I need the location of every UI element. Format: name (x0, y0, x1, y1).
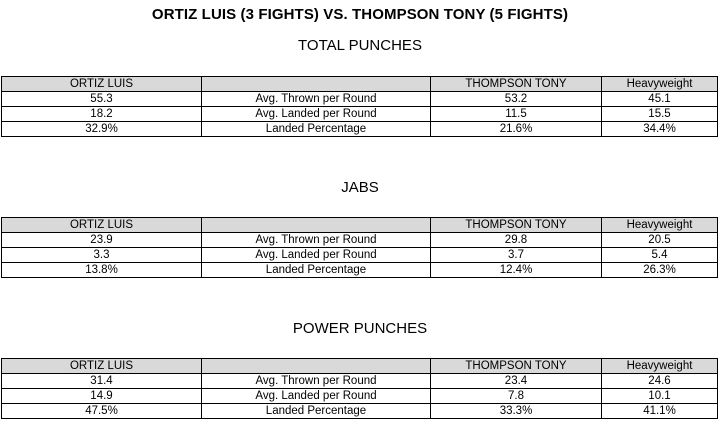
header-stat (202, 359, 431, 374)
fighter-a-value: 14.9 (2, 389, 202, 404)
table-header-row (2, 359, 718, 374)
fighter-a-value: 31.4 (2, 374, 202, 389)
fighter-a-value: 47.5% (2, 404, 202, 419)
section-title-power-punches: POWER PUNCHES (292, 320, 428, 337)
fighter-b-value: 11.5 (431, 107, 602, 122)
fighter-a-value: 32.9% (2, 122, 202, 137)
table-row (2, 248, 718, 263)
fighter-a-value: 18.2 (2, 107, 202, 122)
division-value: 20.5 (602, 233, 718, 248)
table-row (2, 389, 718, 404)
division-value: 45.1 (602, 92, 718, 107)
table-row (2, 92, 718, 107)
table-row (2, 107, 718, 122)
stat-label: Landed Percentage (202, 122, 431, 137)
header-division: Heavyweight (602, 218, 718, 233)
table-row (2, 263, 718, 278)
fighter-a-value: 13.8% (2, 263, 202, 278)
fighter-a-value: 23.9 (2, 233, 202, 248)
division-value: 41.1% (602, 404, 718, 419)
fighter-a-value: 3.3 (2, 248, 202, 263)
table-row (2, 374, 718, 389)
stat-label: Avg. Thrown per Round (202, 92, 431, 107)
header-stat (202, 77, 431, 92)
stat-label: Avg. Thrown per Round (202, 233, 431, 248)
stat-label: Landed Percentage (202, 263, 431, 278)
section-title-total-punches: TOTAL PUNCHES (298, 37, 422, 54)
stat-label: Avg. Thrown per Round (202, 374, 431, 389)
fighter-b-value: 21.6% (431, 122, 602, 137)
header-division: Heavyweight (602, 77, 718, 92)
table-header-row (2, 218, 718, 233)
header-stat (202, 218, 431, 233)
page-title: ORTIZ LUIS (3 FIGHTS) VS. THOMPSON TONY (5 FIGHTS) (151, 6, 569, 23)
table-row (2, 233, 718, 248)
fighter-b-value: 23.4 (431, 374, 602, 389)
header-fighter-b: THOMPSON TONY (431, 359, 602, 374)
jabs-table (1, 217, 718, 278)
power-punches-table (1, 358, 718, 419)
stat-label: Avg. Landed per Round (202, 248, 431, 263)
header-fighter-b: THOMPSON TONY (431, 218, 602, 233)
header-division: Heavyweight (602, 359, 718, 374)
header-fighter-a: ORTIZ LUIS (2, 77, 202, 92)
division-value: 15.5 (602, 107, 718, 122)
total-punches-table (1, 76, 718, 137)
fighter-b-value: 3.7 (431, 248, 602, 263)
fighter-b-value: 12.4% (431, 263, 602, 278)
table-row (2, 404, 718, 419)
stat-label: Landed Percentage (202, 404, 431, 419)
header-fighter-a: ORTIZ LUIS (2, 218, 202, 233)
division-value: 26.3% (602, 263, 718, 278)
division-value: 5.4 (602, 248, 718, 263)
fighter-a-value: 55.3 (2, 92, 202, 107)
division-value: 10.1 (602, 389, 718, 404)
table-row (2, 122, 718, 137)
table-header-row (2, 77, 718, 92)
fighter-b-value: 7.8 (431, 389, 602, 404)
header-fighter-b: THOMPSON TONY (431, 77, 602, 92)
stat-label: Avg. Landed per Round (202, 389, 431, 404)
stat-label: Avg. Landed per Round (202, 107, 431, 122)
header-fighter-a: ORTIZ LUIS (2, 359, 202, 374)
division-value: 24.6 (602, 374, 718, 389)
division-value: 34.4% (602, 122, 718, 137)
section-title-jabs: JABS (341, 179, 379, 196)
fighter-b-value: 29.8 (431, 233, 602, 248)
fighter-b-value: 33.3% (431, 404, 602, 419)
fighter-b-value: 53.2 (431, 92, 602, 107)
